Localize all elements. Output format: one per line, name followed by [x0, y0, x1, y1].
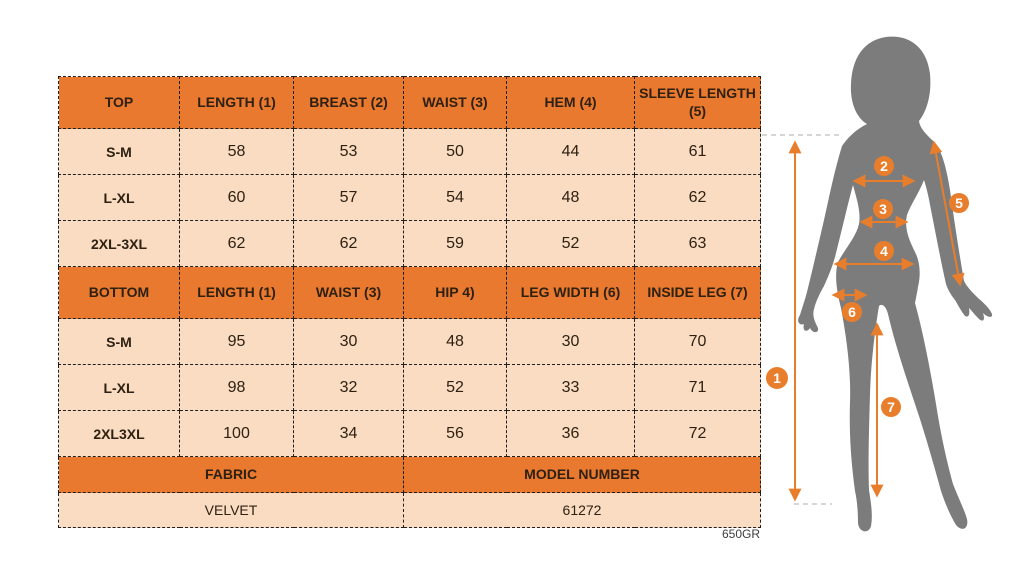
- table-row: [59, 319, 761, 365]
- measurement-value: 53: [294, 129, 404, 175]
- measurement-value: 58: [180, 129, 294, 175]
- measurement-figure: [752, 12, 1024, 568]
- measurement-marker-4: [874, 241, 894, 261]
- measurement-value: 71: [635, 365, 761, 411]
- table-row: [59, 411, 761, 457]
- table-row: [59, 175, 761, 221]
- table-row: [59, 365, 761, 411]
- column-header-hip: HIP 4): [404, 267, 507, 319]
- info-value-row: [59, 493, 761, 528]
- measurement-value: 30: [294, 319, 404, 365]
- measurement-value: 50: [404, 129, 507, 175]
- measurement-value: 32: [294, 365, 404, 411]
- model-number-value: 61272: [404, 493, 761, 528]
- measurement-value: 56: [404, 411, 507, 457]
- size-label: 2XL3XL: [59, 411, 180, 457]
- measurement-value: 70: [635, 319, 761, 365]
- top-header-row: [59, 77, 761, 129]
- size-label: L-XL: [59, 365, 180, 411]
- table-row: [59, 129, 761, 175]
- fabric-header: FABRIC: [59, 457, 404, 493]
- measurement-value: 95: [180, 319, 294, 365]
- svg-text:6: 6: [848, 304, 856, 320]
- measurement-value: 98: [180, 365, 294, 411]
- measurement-value: 33: [507, 365, 635, 411]
- svg-text:4: 4: [880, 243, 888, 259]
- measurement-marker-7: [881, 397, 901, 417]
- column-header-hem: HEM (4): [507, 77, 635, 129]
- table-row: [59, 221, 761, 267]
- info-header-row: [59, 457, 761, 493]
- measurement-value: 100: [180, 411, 294, 457]
- size-label: S-M: [59, 129, 180, 175]
- measurement-value: 36: [507, 411, 635, 457]
- measurement-value: 34: [294, 411, 404, 457]
- fabric-value: VELVET: [59, 493, 404, 528]
- size-label: 2XL-3XL: [59, 221, 180, 267]
- measurement-value: 54: [404, 175, 507, 221]
- measurement-value: 30: [507, 319, 635, 365]
- column-header-breast: BREAST (2): [294, 77, 404, 129]
- measurement-marker-2: [874, 156, 894, 176]
- column-header-waist: WAIST (3): [294, 267, 404, 319]
- svg-text:3: 3: [879, 201, 887, 217]
- svg-text:1: 1: [773, 370, 781, 386]
- column-header-leg-width: LEG WIDTH (6): [507, 267, 635, 319]
- measurement-value: 63: [635, 221, 761, 267]
- column-header-length: LENGTH (1): [180, 77, 294, 129]
- measurement-value: 48: [404, 319, 507, 365]
- svg-text:7: 7: [887, 399, 895, 415]
- measurement-value: 61: [635, 129, 761, 175]
- model-number-header: MODEL NUMBER: [404, 457, 761, 493]
- svg-text:5: 5: [955, 195, 963, 211]
- column-header-bottom: BOTTOM: [59, 267, 180, 319]
- measurement-value: 52: [404, 365, 507, 411]
- measurement-value: 52: [507, 221, 635, 267]
- measurement-marker-5: [949, 193, 969, 213]
- size-label: L-XL: [59, 175, 180, 221]
- column-header-top: TOP: [59, 77, 180, 129]
- measurement-marker-6: [842, 302, 862, 322]
- measurement-marker-3: [873, 199, 893, 219]
- measurement-marker-1: [766, 367, 788, 389]
- measurement-value: 60: [180, 175, 294, 221]
- size-label: S-M: [59, 319, 180, 365]
- bottom-header-row: [59, 267, 761, 319]
- measurement-value: 59: [404, 221, 507, 267]
- measurement-value: 48: [507, 175, 635, 221]
- measurement-value: 62: [294, 221, 404, 267]
- column-header-inside-leg: INSIDE LEG (7): [635, 267, 761, 319]
- measurement-value: 57: [294, 175, 404, 221]
- measurement-value: 44: [507, 129, 635, 175]
- svg-text:2: 2: [880, 158, 888, 174]
- measurement-value: 72: [635, 411, 761, 457]
- measurement-value: 62: [635, 175, 761, 221]
- female-figure-silhouette: [798, 37, 992, 532]
- size-chart-table: [58, 76, 761, 528]
- weight-note: 650GR: [721, 527, 760, 541]
- column-header-length: LENGTH (1): [180, 267, 294, 319]
- column-header-waist: WAIST (3): [404, 77, 507, 129]
- measurement-value: 62: [180, 221, 294, 267]
- size-chart: [58, 76, 760, 528]
- column-header-sleeve-length: SLEEVE LENGTH (5): [635, 77, 761, 129]
